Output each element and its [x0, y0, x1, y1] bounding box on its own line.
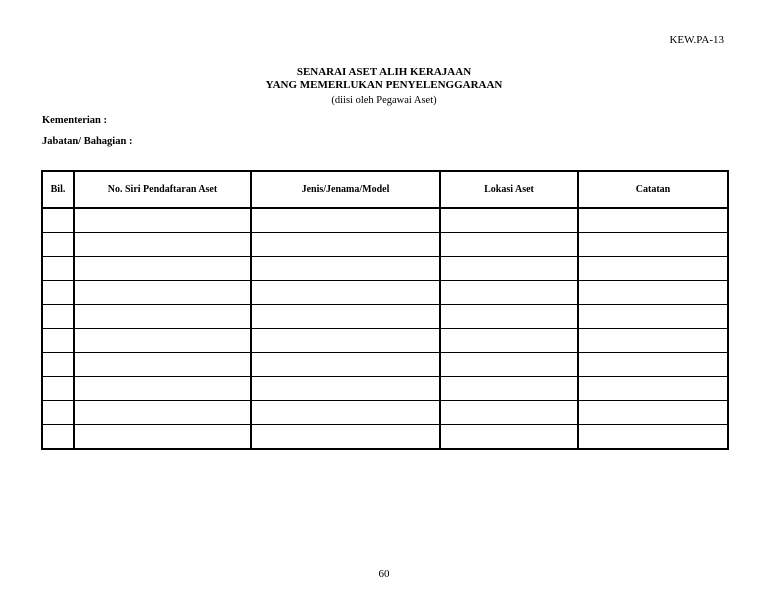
table-cell: [440, 401, 578, 425]
table-cell: [578, 281, 728, 305]
table-cell: [251, 257, 440, 281]
table-cell: [578, 305, 728, 329]
table-cell: [578, 425, 728, 450]
table-cell: [42, 233, 74, 257]
header-notes: Catatan: [578, 171, 728, 208]
table-cell: [42, 425, 74, 450]
header-serial-number: No. Siri Pendaftaran Aset: [74, 171, 251, 208]
table-row: [42, 257, 728, 281]
table-cell: [578, 257, 728, 281]
table-cell: [440, 305, 578, 329]
table-cell: [74, 281, 251, 305]
table-cell: [74, 425, 251, 450]
table-cell: [74, 257, 251, 281]
table-cell: [74, 329, 251, 353]
table-cell: [440, 208, 578, 233]
form-code: KEW.PA-13: [669, 34, 724, 46]
table-cell: [440, 425, 578, 450]
table-row: [42, 208, 728, 233]
table-cell: [42, 208, 74, 233]
table-cell: [251, 425, 440, 450]
table-cell: [440, 281, 578, 305]
table-cell: [578, 208, 728, 233]
table-cell: [578, 377, 728, 401]
table-cell: [578, 401, 728, 425]
table-cell: [251, 305, 440, 329]
table-cell: [251, 281, 440, 305]
table-cell: [578, 233, 728, 257]
table-cell: [74, 401, 251, 425]
table-row: [42, 233, 728, 257]
ministry-label: Kementerian :: [42, 115, 108, 126]
title-block: [0, 66, 768, 108]
asset-table: [41, 170, 729, 450]
table-cell: [578, 353, 728, 377]
table-cell: [74, 305, 251, 329]
table-cell: [74, 353, 251, 377]
document-title-line-1: SENARAI ASET ALIH KERAJAAN: [296, 66, 472, 78]
table-cell: [251, 208, 440, 233]
header-bil: Bil.: [42, 171, 74, 208]
table-header-row: [42, 171, 728, 208]
table-row: [42, 329, 728, 353]
table-cell: [440, 233, 578, 257]
table-cell: [440, 353, 578, 377]
table-cell: [251, 353, 440, 377]
table-cell: [42, 257, 74, 281]
table-cell: [74, 233, 251, 257]
table-cell: [440, 329, 578, 353]
table-cell: [42, 401, 74, 425]
header-type-brand-model: Jenis/Jenama/Model: [251, 171, 440, 208]
table-cell: [578, 329, 728, 353]
table-row: [42, 425, 728, 450]
table-cell: [251, 329, 440, 353]
table-row: [42, 281, 728, 305]
table-cell: [42, 305, 74, 329]
document-subtitle: (diisi oleh Pegawai Aset): [331, 95, 437, 106]
header-asset-location: Lokasi Aset: [440, 171, 578, 208]
table-body: [42, 208, 728, 449]
table-cell: [42, 329, 74, 353]
table-cell: [42, 353, 74, 377]
table-cell: [440, 257, 578, 281]
table-row: [42, 377, 728, 401]
table-cell: [74, 208, 251, 233]
table-cell: [440, 377, 578, 401]
table-cell: [251, 377, 440, 401]
table-cell: [251, 401, 440, 425]
department-label: Jabatan/ Bahagian :: [42, 136, 133, 147]
table-cell: [42, 377, 74, 401]
document-title-line-2: YANG MEMERLUKAN PENYELENGGARAAN: [265, 79, 503, 91]
table-cell: [251, 233, 440, 257]
page-number: 60: [378, 568, 390, 580]
table-row: [42, 305, 728, 329]
table-cell: [42, 281, 74, 305]
table-row: [42, 401, 728, 425]
table-row: [42, 353, 728, 377]
table-cell: [74, 377, 251, 401]
